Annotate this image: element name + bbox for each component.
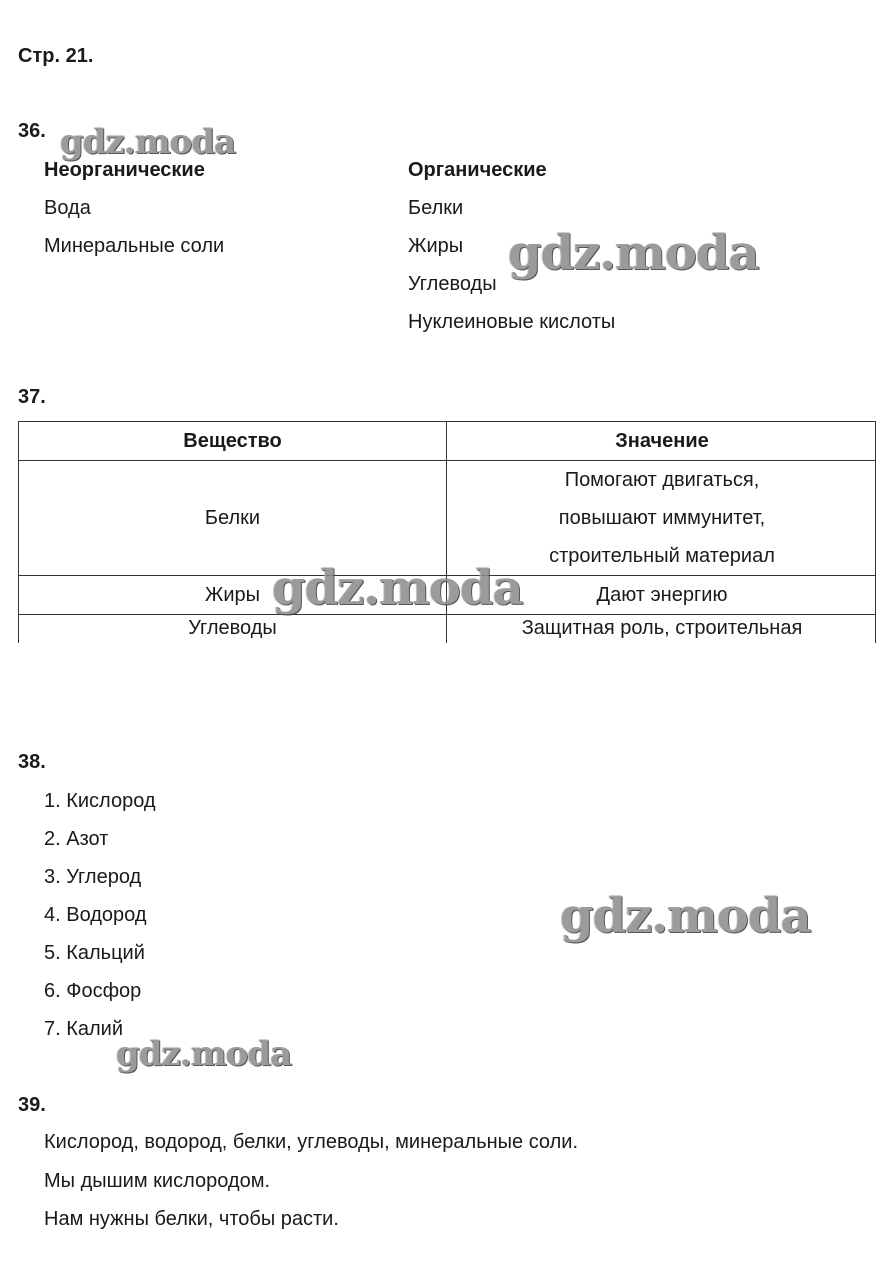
table-cell-substance: Белки xyxy=(204,506,261,529)
question-39-number: 39. xyxy=(18,1094,46,1116)
inorganic-item: Вода xyxy=(44,197,91,219)
element-list-item: 7. Калий xyxy=(44,1018,124,1040)
organic-item: Белки xyxy=(408,197,464,219)
element-list-item: 6. Фосфор xyxy=(44,980,142,1002)
element-list-item: 5. Кальций xyxy=(44,942,145,964)
watermark-logo: gdz.moda xyxy=(560,888,811,944)
element-list-item: 2. Азот xyxy=(44,828,109,850)
table-header-substance: Вещество xyxy=(183,429,282,452)
table-cell-substance: Углеводы xyxy=(188,617,277,639)
inorganic-heading: Неорганические xyxy=(44,159,205,181)
organic-item: Жиры xyxy=(408,235,464,257)
element-list-item: 1. Кислород xyxy=(44,790,156,812)
question-36-number: 36. xyxy=(18,120,46,142)
watermark-logo: gdz.moda xyxy=(116,1034,292,1074)
watermark-logo: gdz.moda xyxy=(60,122,236,162)
table-cell-meaning: Дают энергию xyxy=(596,583,728,606)
meaning-line: повышают иммунитет, xyxy=(558,507,766,529)
element-list-item: 4. Водород xyxy=(44,904,147,926)
table-header-meaning: Значение xyxy=(615,429,709,452)
organic-heading: Органические xyxy=(408,159,547,181)
organic-item: Углеводы xyxy=(408,273,497,295)
question-38-number: 38. xyxy=(18,751,46,773)
element-list-item: 3. Углерод xyxy=(44,866,142,888)
table-cell-substance: Жиры xyxy=(204,583,261,606)
answer-line: Мы дышим кислородом. xyxy=(44,1170,271,1192)
table-cell-meaning xyxy=(447,461,876,575)
meaning-line: строительный материал xyxy=(549,545,775,567)
question-37-number: 37. xyxy=(18,386,46,408)
watermark-logo: gdz.moda xyxy=(272,560,523,616)
answer-line: Кислород, водород, белки, углеводы, минеральные соли. xyxy=(44,1131,579,1153)
watermark-logo: gdz.moda xyxy=(508,225,759,281)
table-cell-meaning: Защитная роль, строительная xyxy=(521,617,803,639)
meaning-line: Помогают двигаться, xyxy=(564,469,760,491)
inorganic-item: Минеральные соли xyxy=(44,235,225,257)
answer-line: Нам нужны белки, чтобы расти. xyxy=(44,1208,339,1230)
page-header: Стр. 21. xyxy=(18,45,94,67)
organic-item: Нуклеиновые кислоты xyxy=(408,311,616,333)
